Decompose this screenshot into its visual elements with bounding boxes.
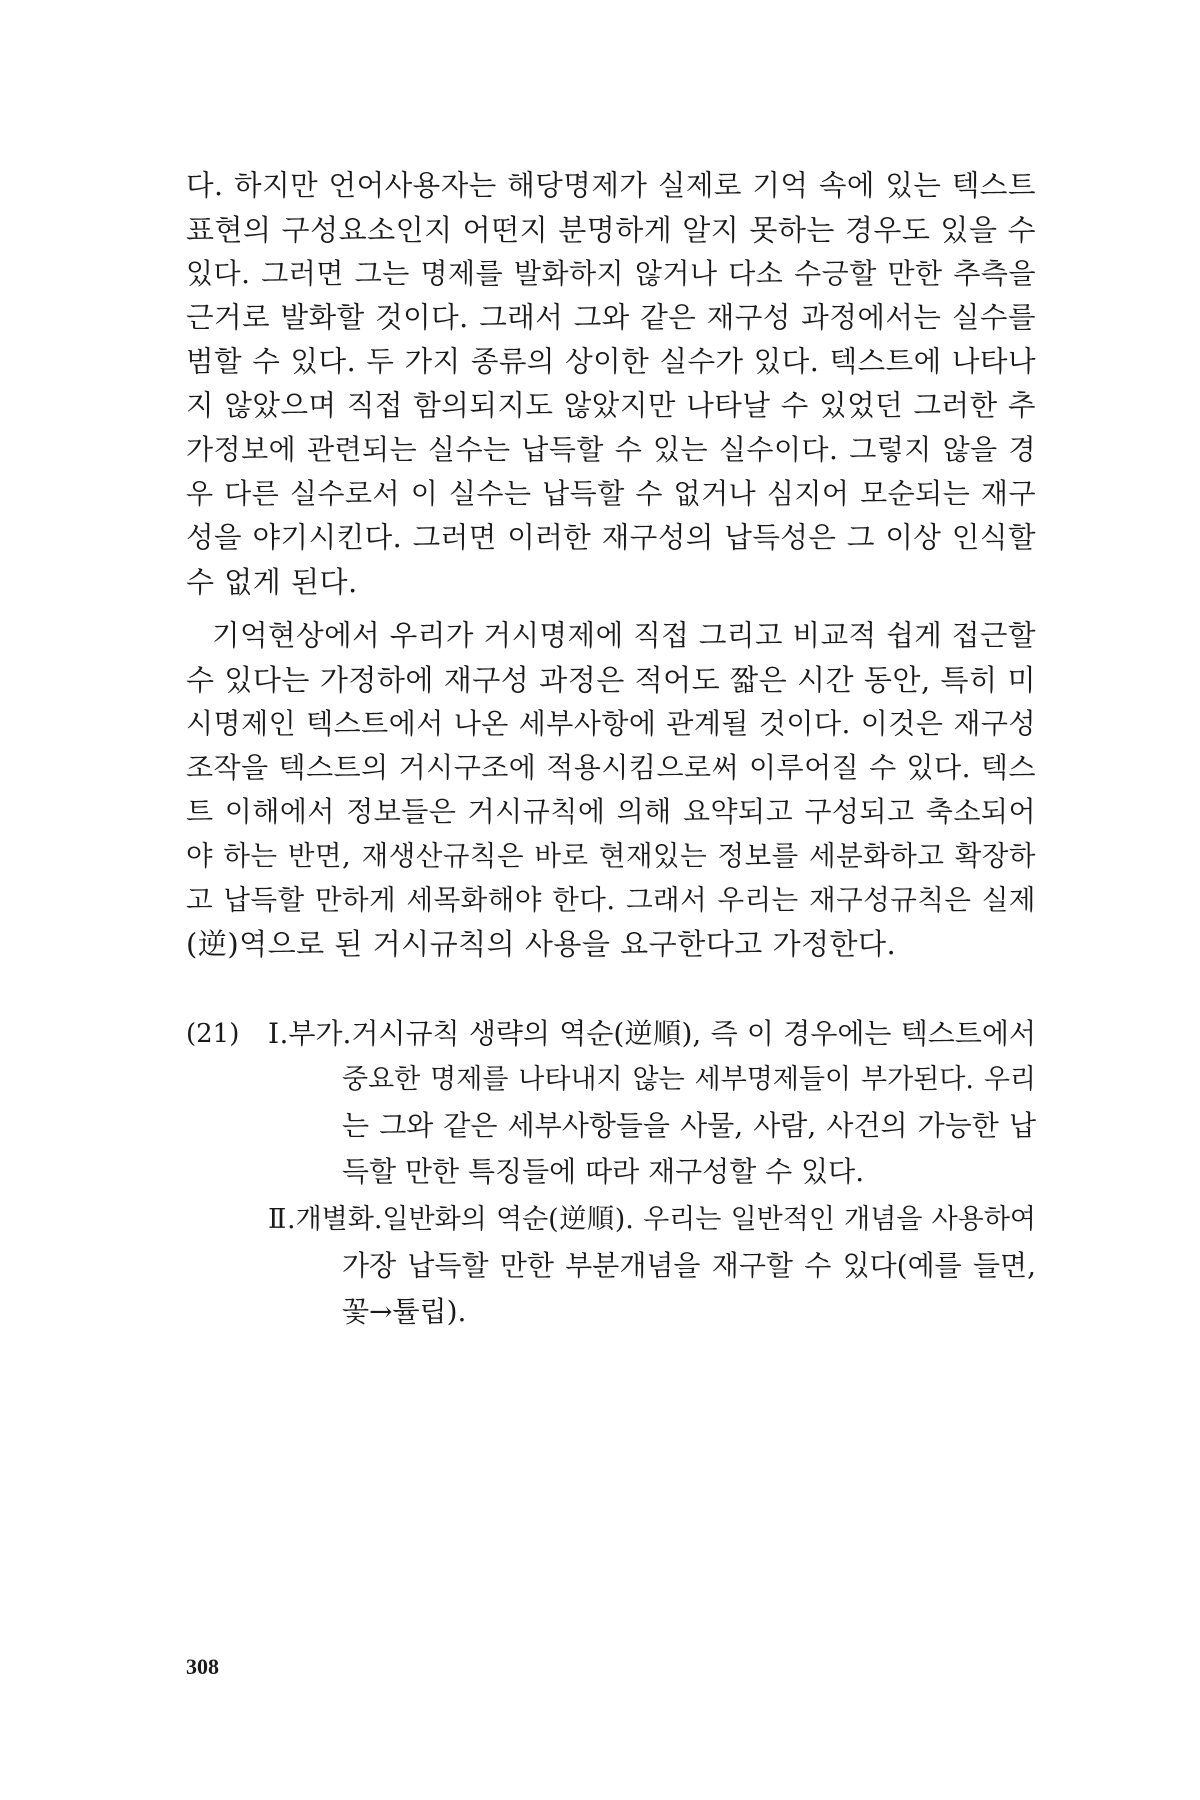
example-item-1-line: 득할 만한 특징들에 따라 재구성할 수 있다. — [342, 1155, 865, 1188]
text-line: 표현의 구성요소인지 어떤지 분명하게 알지 못하는 경우도 있을 수 — [186, 213, 1036, 247]
text-line: 있다. 그러면 그는 명제를 발화하지 않거나 다소 수긍할 만한 추측을 — [186, 257, 1036, 290]
example-item-1-line: 는 그와 같은 세부사항들을 사물, 사람, 사건의 가능한 납 — [342, 1109, 1036, 1142]
text-line: 고 납득할 만하게 세목화해야 한다. 그래서 우리는 재구성규칙은 실제 — [186, 884, 1036, 916]
text-line: 수 없게 된다. — [186, 565, 358, 599]
text-line: 야 하는 반면, 재생산규칙은 바로 현재있는 정보를 세분화하고 확장하 — [186, 840, 1036, 872]
text-line: 트 이해에서 정보들은 거시규칙에 의해 요약되고 구성되고 축소되어 — [186, 795, 1036, 828]
text-line: 우 다른 실수로서 이 실수는 납득할 수 없거나 심지어 모순되는 재구 — [186, 477, 1036, 510]
page-number: 308 — [186, 1654, 219, 1679]
example-item-1-line: 중요한 명제를 나타내지 않는 세부명제들이 부가된다. 우리 — [342, 1064, 1036, 1095]
text-line: 시명제인 텍스트에서 나온 세부사항에 관계될 것이다. 이것은 재구성 — [186, 707, 1036, 740]
example-item-2-line: 꽃→튤립). — [342, 1295, 467, 1328]
text-line: 수 있다는 가정하에 재구성 과정은 적어도 짧은 시간 동안, 특히 미 — [186, 663, 1036, 697]
text-line: 성을 야기시킨다. 그러면 이러한 재구성의 납득성은 그 이상 인식할 — [186, 521, 1036, 554]
text-line: 다. 하지만 언어사용자는 해당명제가 실제로 기억 속에 있는 텍스트 — [186, 169, 1036, 202]
example-item-2-line: 가장 납득할 만한 부분개념을 재구할 수 있다(예를 들면, — [342, 1249, 1036, 1282]
text-line: 가정보에 관련되는 실수는 납득할 수 있는 실수이다. 그렇지 않을 경 — [186, 433, 1036, 466]
example-item-1-head: Ⅰ.부가.거시규칙 생략의 역순(逆順), 즉 이 경우에는 텍스트에서 — [268, 1017, 1036, 1050]
example-item-2-head: Ⅱ.개별화.일반화의 역순(逆順). 우리는 일반적인 개념을 사용하여 — [268, 1204, 1036, 1235]
text-line: 조작을 텍스트의 거시구조에 적용시킴으로써 이루어질 수 있다. 텍스 — [186, 751, 1036, 784]
text-line: 근거로 발화할 것이다. 그래서 그와 같은 재구성 과정에서는 실수를 — [186, 301, 1036, 334]
example-number: (21) — [186, 1019, 240, 1049]
text-line: 범할 수 있다. 두 가지 종류의 상이한 실수가 있다. 텍스트에 나타나 — [186, 345, 1036, 378]
text-line: (逆)역으로 된 거시규칙의 사용을 요구한다고 가정한다. — [186, 927, 897, 961]
text-line: 기억현상에서 우리가 거시명제에 직접 그리고 비교적 쉽게 접근할 — [212, 619, 1036, 652]
text-line: 지 않았으며 직접 함의되지도 않았지만 나타날 수 있었던 그러한 추 — [186, 389, 1036, 422]
